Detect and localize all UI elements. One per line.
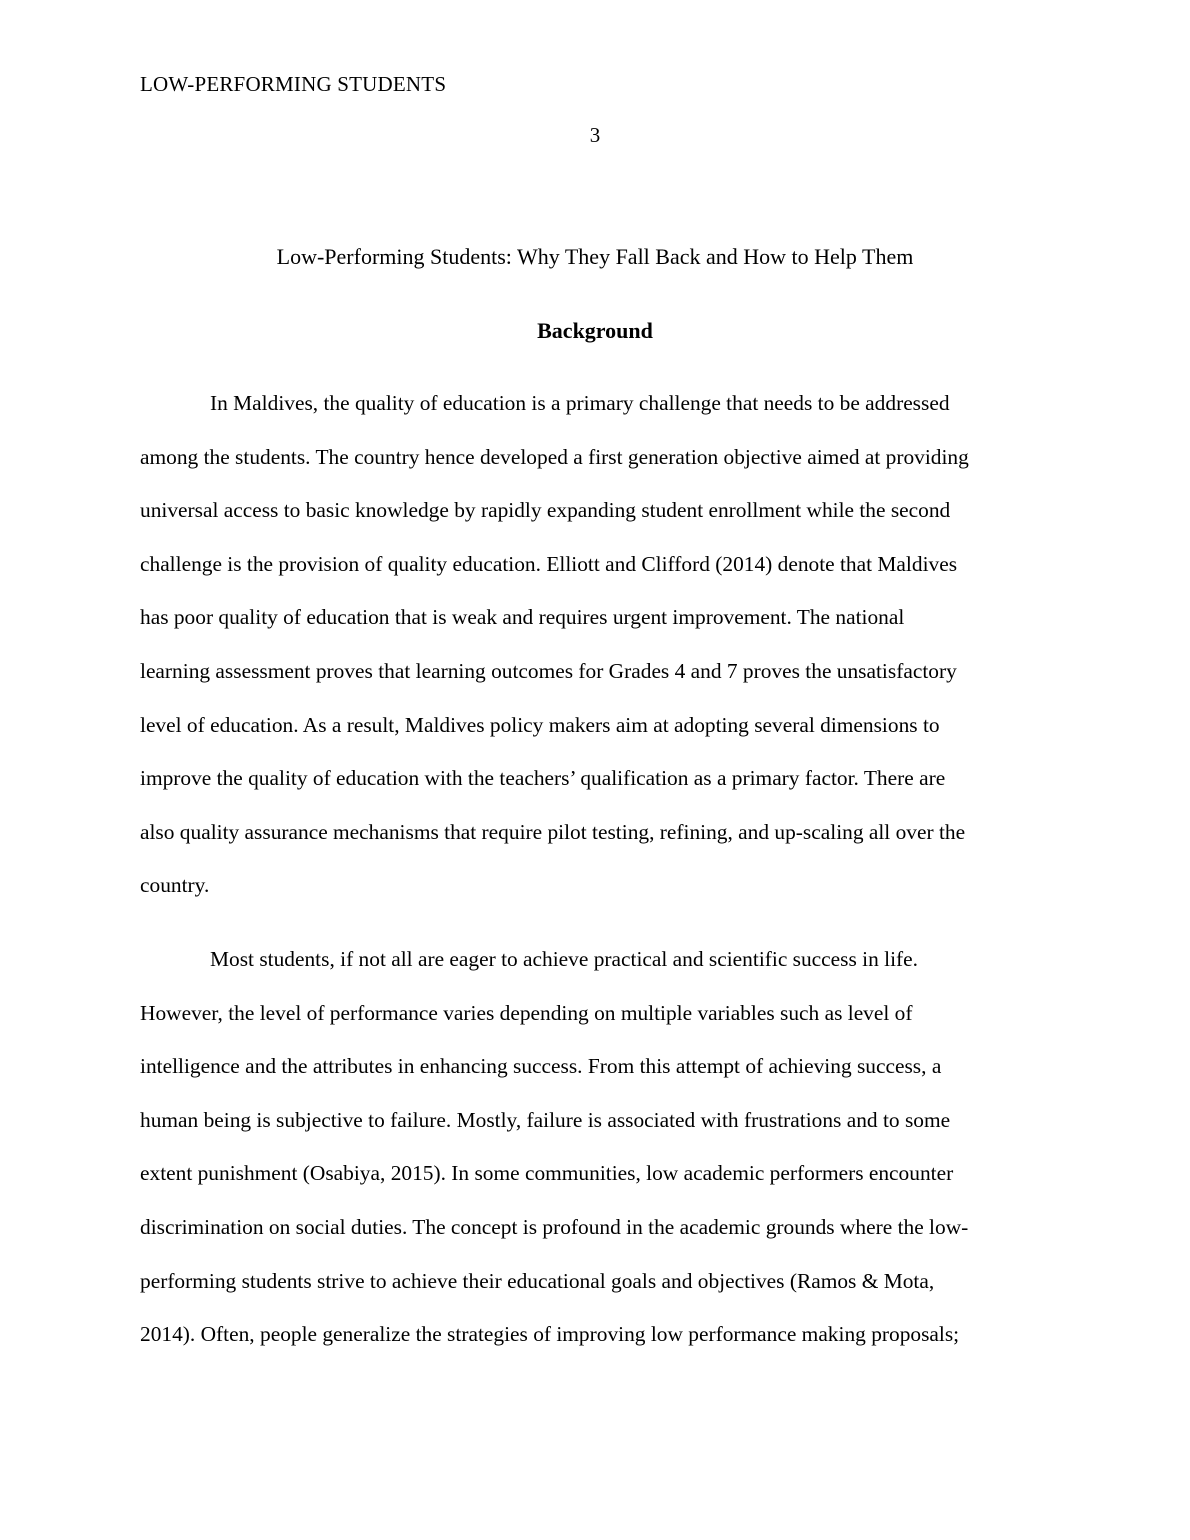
- paragraph-line: has poor quality of education that is weak and requires urgent improvement. The national: [140, 605, 905, 630]
- paragraph-line: human being is subjective to failure. Mostly, failure is associated with frustrations and to some: [140, 1107, 951, 1132]
- paragraph-line: also quality assurance mechanisms that require pilot testing, refining, and up-scaling all over the: [140, 819, 966, 844]
- document-title: Low-Performing Students: Why They Fall Back and How to Help Them: [276, 244, 914, 269]
- paragraph-line: In Maldives, the quality of education is a primary challenge that needs to be addressed: [210, 391, 950, 415]
- paragraph-line: among the students. The country hence developed a first generation objective aimed at providing: [140, 444, 969, 469]
- paragraph-line: intelligence and the attributes in enhancing success. From this attempt of achieving success, a: [140, 1054, 942, 1079]
- paragraph-line: 2014). Often, people generalize the strategies of improving low performance making proposals;: [140, 1322, 960, 1347]
- paragraph-line: improve the quality of education with the teachers’ qualification as a primary factor. There are: [140, 766, 946, 791]
- paragraph-line: level of education. As a result, Maldives policy makers aim at adopting several dimensions to: [140, 712, 940, 737]
- paragraph-line: discrimination on social duties. The concept is profound in the academic grounds where the low-: [140, 1214, 969, 1239]
- paragraph-line: extent punishment (Osabiya, 2015). In some communities, low academic performers encounter: [140, 1161, 954, 1186]
- section-heading-background: Background: [537, 318, 653, 343]
- paragraph-line: challenge is the provision of quality education. Elliott and Clifford (2014) denote that Maldives: [140, 551, 958, 576]
- paragraph-line: country.: [140, 873, 210, 898]
- paragraph-line: learning assessment proves that learning outcomes for Grades 4 and 7 proves the unsatisfactory: [140, 658, 957, 683]
- paragraph-1: [140, 377, 1050, 913]
- paragraph-line: Most students, if not all are eager to achieve practical and scientific success in life.: [210, 947, 919, 971]
- paragraph-line: universal access to basic knowledge by rapidly expanding student enrollment while the second: [140, 498, 951, 523]
- paragraph-line: performing students strive to achieve their educational goals and objectives (Ramos & Mota,: [140, 1268, 935, 1293]
- running-head: LOW-PERFORMING STUDENTS: [140, 72, 447, 96]
- paragraph-2: [140, 933, 1050, 1362]
- page-number: 3: [589, 123, 601, 147]
- paragraph-line: However, the level of performance varies depending on multiple variables such as level of: [140, 1000, 913, 1025]
